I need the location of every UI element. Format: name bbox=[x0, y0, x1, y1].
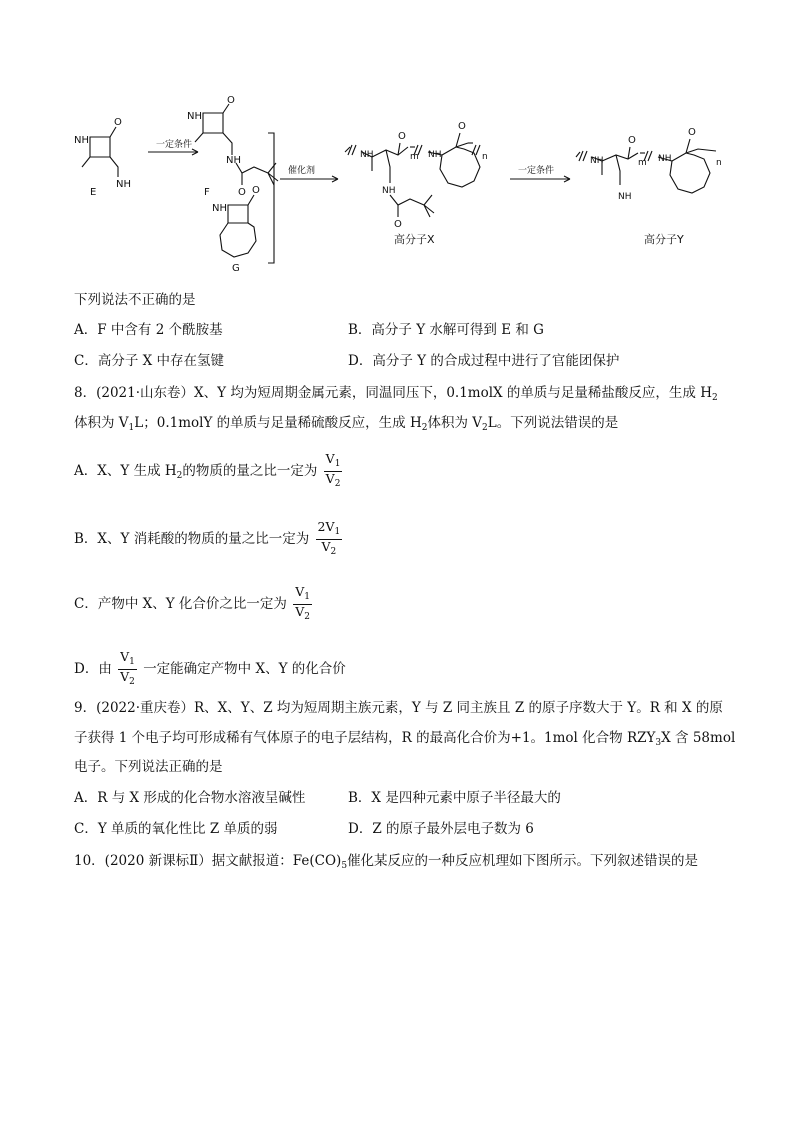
nh2-label-y: NH bbox=[618, 192, 632, 202]
q8-line-1 bbox=[74, 383, 718, 408]
q8-line-2-text-b: L；0.1molY 的单质与足量稀硫酸反应，生成 H bbox=[134, 415, 422, 431]
nh-label-f: NH bbox=[187, 111, 202, 122]
frac-den-v: V bbox=[321, 539, 331, 554]
nh-label-y1: NH bbox=[590, 156, 604, 166]
fraction-v1-v2-c bbox=[293, 585, 312, 624]
frac-den-sub: 2 bbox=[304, 612, 310, 622]
q10-line-1-sub: 5 bbox=[341, 861, 348, 871]
q7-option-b: B．高分子 Y 水解可得到 E 和 G bbox=[348, 322, 544, 338]
q9-line-2 bbox=[74, 728, 735, 753]
frac-coef: 2 bbox=[317, 519, 326, 534]
nh2-label-e: NH bbox=[116, 179, 131, 190]
frac-num-v: V bbox=[325, 519, 335, 534]
q9-line-3: 电子。下列说法正确的是 bbox=[74, 759, 223, 775]
condition-1: 一定条件 bbox=[156, 140, 193, 150]
hn-label-f: NH bbox=[226, 155, 241, 166]
frac-den-v: V bbox=[325, 471, 335, 486]
q8-option-a-sub: 2 bbox=[176, 471, 183, 481]
q8-option-b bbox=[74, 520, 344, 559]
q8-line-2-sub-b: 2 bbox=[421, 423, 428, 433]
q8-option-c-text: C．产物中 X、Y 化合价之比一定为 bbox=[74, 596, 287, 612]
label-e: E bbox=[90, 187, 97, 198]
q10-line-1-text: 10．(2020 新课标Ⅱ）据文献报道：Fe(CO) bbox=[74, 853, 342, 869]
q9-line-2-text-2: X 含 58mol bbox=[661, 730, 736, 746]
q10-line-1-text-2: 催化某反应的一种反应机理如下图所示。下列叙述错误的是 bbox=[347, 853, 699, 869]
frac-num-sub: 1 bbox=[334, 527, 341, 537]
q8-line-1-text: 8．(2021·山东卷）X、Y 均为短周期金属元素，同温同压下，0.1molX 的单质与足量稀盐酸反应，生成 H bbox=[74, 385, 712, 401]
o-label-y1: O bbox=[628, 135, 636, 146]
reaction-scheme bbox=[60, 95, 760, 274]
nh-label-y2: NH bbox=[658, 154, 672, 164]
o-label-x1: O bbox=[398, 131, 406, 142]
q8-line-2-text-c: 体积为 V bbox=[427, 415, 483, 431]
q8-option-a-text: A．X、Y 生成 H bbox=[74, 463, 177, 479]
q8-line-1-sub: 2 bbox=[712, 393, 718, 403]
q7-option-d: D．高分子 Y 的合成过程中进行了官能团保护 bbox=[348, 353, 620, 369]
nh-label-x3: NH bbox=[382, 186, 396, 196]
q9-line-2-sub: 3 bbox=[655, 738, 662, 748]
frac-num-sub: 1 bbox=[304, 592, 310, 602]
q7-stem: 下列说法不正确的是 bbox=[74, 292, 196, 308]
q9-option-c: C．Y 单质的氧化性比 Z 单质的弱 bbox=[74, 821, 278, 837]
o-label-y2: O bbox=[688, 127, 696, 138]
n-label-y: n bbox=[716, 158, 722, 168]
q8-option-a-text-2: 的物质的量之比一定为 bbox=[182, 463, 318, 479]
q8-option-d bbox=[74, 650, 346, 689]
nh-label-g: NH bbox=[212, 203, 227, 214]
q8-option-c bbox=[74, 585, 314, 624]
o-label-e: O bbox=[114, 117, 122, 128]
q8-line-2-sub-c: 2 bbox=[482, 423, 488, 433]
o-label-f2: O bbox=[238, 187, 246, 198]
frac-den-sub: 2 bbox=[334, 479, 341, 489]
q9-option-d: D．Z 的原子最外层电子数为 6 bbox=[348, 821, 534, 837]
q8-option-d-text-2: 一定能确定产物中 X、Y 的化合价 bbox=[143, 661, 346, 677]
q10-line-1 bbox=[74, 851, 698, 876]
frac-den-v: V bbox=[295, 604, 305, 619]
o-label-f: O bbox=[227, 95, 235, 106]
nh-label-x2: NH bbox=[428, 150, 442, 160]
q8-line-2-text-a: 体积为 V bbox=[74, 415, 129, 431]
frac-den-sub: 2 bbox=[129, 677, 135, 687]
q8-option-b-text: B．X、Y 消耗酸的物质的量之比一定为 bbox=[74, 531, 310, 547]
q8-option-d-text: D．由 bbox=[74, 661, 112, 677]
q9-line-2-text: 子获得 1 个电子均可形成稀有气体原子的电子层结构，R 的最高化合价为+1。1mol 化合物 RZY bbox=[74, 730, 656, 746]
o-label-x2: O bbox=[394, 219, 402, 230]
q7-option-a: A．F 中含有 2 个酰胺基 bbox=[74, 322, 223, 338]
fraction-v1-v2-a bbox=[324, 452, 343, 491]
fraction-2v1-v2 bbox=[316, 520, 343, 559]
m-label-x: m bbox=[410, 152, 419, 162]
frac-num-v: V bbox=[295, 584, 305, 599]
frac-num-v: V bbox=[120, 649, 130, 664]
label-polymer-y: 高分子Y bbox=[644, 233, 684, 246]
label-polymer-x: 高分子X bbox=[394, 233, 435, 246]
q7-option-c: C．高分子 X 中存在氢键 bbox=[74, 353, 225, 369]
q9-line-1: 9．(2022·重庆卷）R、X、Y、Z 均为短周期主族元素，Y 与 Z 同主族且 Z 的原子序数大于 Y。R 和 X 的原 bbox=[74, 700, 723, 716]
q8-line-2-text-d: L。下列说法错误的是 bbox=[487, 415, 619, 431]
condition-3: 一定条件 bbox=[518, 166, 555, 176]
q8-option-a bbox=[74, 452, 344, 491]
o-label-x3: O bbox=[458, 121, 466, 132]
q8-line-2-sub-a: 1 bbox=[128, 423, 135, 433]
q9-option-a: A．R 与 X 形成的化合物水溶液呈碱性 bbox=[74, 790, 306, 806]
nh-label-x1: NH bbox=[360, 150, 374, 160]
frac-num-sub: 1 bbox=[334, 459, 341, 469]
n-label-x: n bbox=[482, 152, 488, 162]
nh-label-e: NH bbox=[74, 135, 89, 146]
m-label-y: m bbox=[638, 158, 647, 168]
q9-option-b: B．X 是四种元素中原子半径最大的 bbox=[348, 790, 561, 806]
frac-num-v: V bbox=[325, 451, 335, 466]
frac-num-sub: 1 bbox=[129, 657, 135, 667]
o-label-g: O bbox=[252, 185, 260, 196]
frac-den-sub: 2 bbox=[330, 547, 337, 557]
frac-den-v: V bbox=[120, 669, 130, 684]
q8-line-2 bbox=[74, 413, 618, 438]
fraction-v1-v2-d bbox=[118, 650, 137, 689]
label-g: G bbox=[232, 263, 240, 274]
label-f: F bbox=[204, 187, 210, 198]
condition-2: 催化剂 bbox=[288, 166, 316, 176]
